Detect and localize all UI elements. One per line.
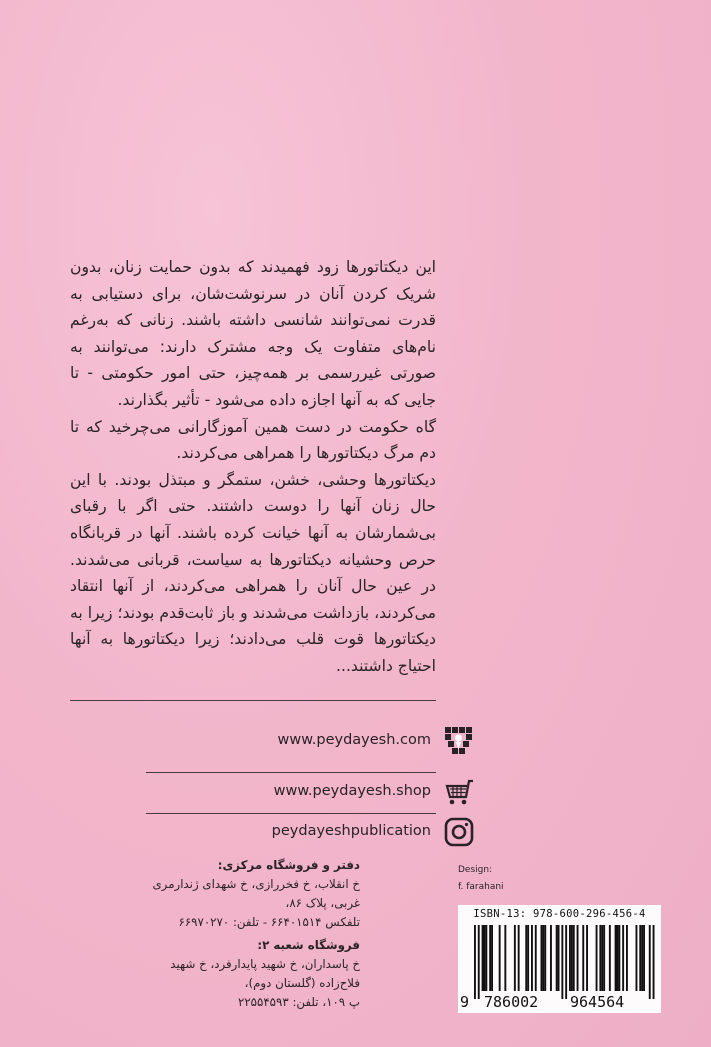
blurb-line: گاه حکومت در دست همین آموزگارانی می‌چرخید که تا دم [70, 417, 436, 463]
design-credit [458, 862, 504, 896]
shopping-cart-icon [442, 775, 476, 809]
design-credit-name: f. farahani [458, 882, 504, 892]
blurb-line: شریک کردن آنان در سرنوشت‌شان، برای دستیابی به قدرت [70, 284, 436, 330]
blurb-paragraph-1 [70, 254, 436, 414]
blurb-line: حال زنان آنها را دوست داشتند. حتی اگر با رقبای بی‌شمارشان [70, 497, 436, 542]
barcode-bar [482, 925, 484, 991]
design-credit-label: Design: [458, 865, 493, 875]
barcode-bar [586, 925, 588, 991]
barcode-bar [525, 925, 527, 991]
isbn-text: ISBN-13: 978-600-296-456-4 [473, 908, 646, 920]
barcode-guard-bar [565, 925, 567, 999]
barcode-bar [518, 925, 520, 991]
blurb-line: مرگ دیکتاتورها را همراهی می‌کردند. [176, 444, 415, 463]
barcode-bar [569, 925, 571, 991]
central-office-heading: دفتر و فروشگاه مرکزی: [217, 858, 360, 872]
link-divider [146, 772, 436, 773]
branch-store-heading: فروشگاه شعبه ۲: [257, 938, 360, 952]
barcode-bar [599, 925, 601, 991]
barcode-bar [541, 925, 543, 991]
blurb-line: این دیکتاتورها زود فهمیدند که بدون حمایت زنان، بدون [70, 258, 436, 276]
barcode-guard-bar [561, 925, 563, 999]
blurb-divider [70, 700, 436, 701]
barcode-bar [504, 925, 506, 991]
barcode-guard-bar [653, 925, 655, 999]
barcode-bar [636, 925, 638, 991]
barcode-bar [550, 925, 552, 991]
branch-store-street: خ پاسداران، خ شهید پایدارفرد، خ شهید فلاح‌زاده (گلستان دوم)، [170, 957, 360, 990]
website-row [146, 724, 476, 758]
blurb-line: دیکتاتورها وحشی، خشن، ستمگر و مبتذل بودند. با این [70, 470, 436, 489]
website-link[interactable]: www.peydayesh.com [277, 732, 431, 748]
barcode-guard-bar [478, 925, 480, 999]
blurb-line: همراهی می‌کردند، از آنها انتقاد می‌کردند، بازداشت می‌شدند [70, 577, 436, 622]
instagram-icon [442, 815, 476, 849]
central-office-street: خ انقلاب، خ فخررازی، خ شهدای ژندارمری غربی، پلاک ۸۶، [152, 877, 360, 910]
blurb-line: دیکتاتورها به سیاست، قربانی می‌شدند. در عین حال آنان را [70, 550, 436, 596]
barcode-bar [527, 925, 529, 991]
barcode-bar [573, 925, 575, 991]
blurb-line: نمی‌توانند شانسی داشته باشند. زنانی که به‌رغم نام‌های [70, 311, 436, 356]
blurb-line: داده می‌شود - تأثیر بگذارند. [117, 390, 296, 409]
barcode-digits-left: 786002 [484, 993, 539, 1011]
blurb-line: زیرا دیکتاتورها به آنها احتیاج داشتند... [70, 630, 436, 675]
barcode-bar [639, 925, 641, 991]
barcode-bar [618, 925, 620, 991]
barcode-bar [582, 925, 584, 991]
barcode-bar [535, 925, 537, 991]
barcode-bar [571, 925, 573, 991]
barcode-digits [458, 993, 661, 1011]
blurb-line: بر همه‌چیز، حتی امور حکومتی - تا جایی که به آنها اجازه [70, 364, 436, 409]
barcode-bar [641, 925, 643, 991]
blurb-paragraph-3 [70, 467, 436, 680]
publisher-logo-icon [442, 724, 476, 758]
barcode-bar [617, 925, 619, 991]
barcode-bar [499, 925, 501, 991]
barcode-bar [609, 925, 611, 991]
barcode-bar [489, 925, 491, 991]
blurb-line: متفاوت یک وجه مشترک دارند: می‌توانند به صورتی غیررسمی [70, 337, 436, 383]
barcode-bar [577, 925, 579, 991]
barcode-bar [544, 925, 546, 991]
central-office-address [130, 856, 360, 932]
barcode-bar [542, 925, 544, 991]
link-divider [146, 813, 436, 814]
barcode-bar [531, 925, 533, 991]
shop-link[interactable]: www.peydayesh.shop [273, 783, 431, 799]
back-cover-blurb [70, 254, 436, 680]
barcode-bar [558, 925, 560, 991]
barcode-bar [556, 925, 558, 991]
barcode-bar [485, 925, 487, 991]
barcode-bar [601, 925, 603, 991]
barcode-bar [622, 925, 624, 991]
blurb-line: به آنها خیانت کرده باشند. آنها در قربانگاه حرص وحشیانه [70, 523, 436, 569]
barcode-bar [514, 925, 516, 991]
blurb-paragraph-2 [70, 414, 436, 467]
instagram-link[interactable]: peydayeshpublication [271, 823, 431, 839]
barcode-bar [603, 925, 605, 991]
isbn-barcode [458, 905, 661, 1013]
barcode-digit-first: 9 [460, 993, 470, 1011]
barcode-bar [596, 925, 598, 991]
barcode-bar [643, 925, 645, 991]
barcode-bar [491, 925, 493, 991]
barcode-bar [615, 925, 617, 991]
central-office-phones: تلفکس ۶۶۴۰۱۵۱۴ - تلفن: ۶۶۹۷۰۲۷۰ [178, 915, 360, 929]
shop-row [146, 775, 476, 809]
instagram-row [146, 815, 476, 849]
blurb-line: و باز ثابت‌قدم بودند؛ زیرا به دیکتاتورها قوت قلب می‌دادند؛ [70, 603, 436, 649]
branch-store-address [130, 936, 360, 1012]
barcode-bar [484, 925, 486, 991]
barcode-guard-bar [649, 925, 651, 999]
branch-store-phones: پ ۱۰۹، تلفن: ۲۲۵۵۴۵۹۳ [238, 995, 360, 1009]
barcode-guard-bar [474, 925, 476, 999]
barcode-bar [626, 925, 628, 991]
barcode-digits-right: 964564 [570, 993, 625, 1011]
